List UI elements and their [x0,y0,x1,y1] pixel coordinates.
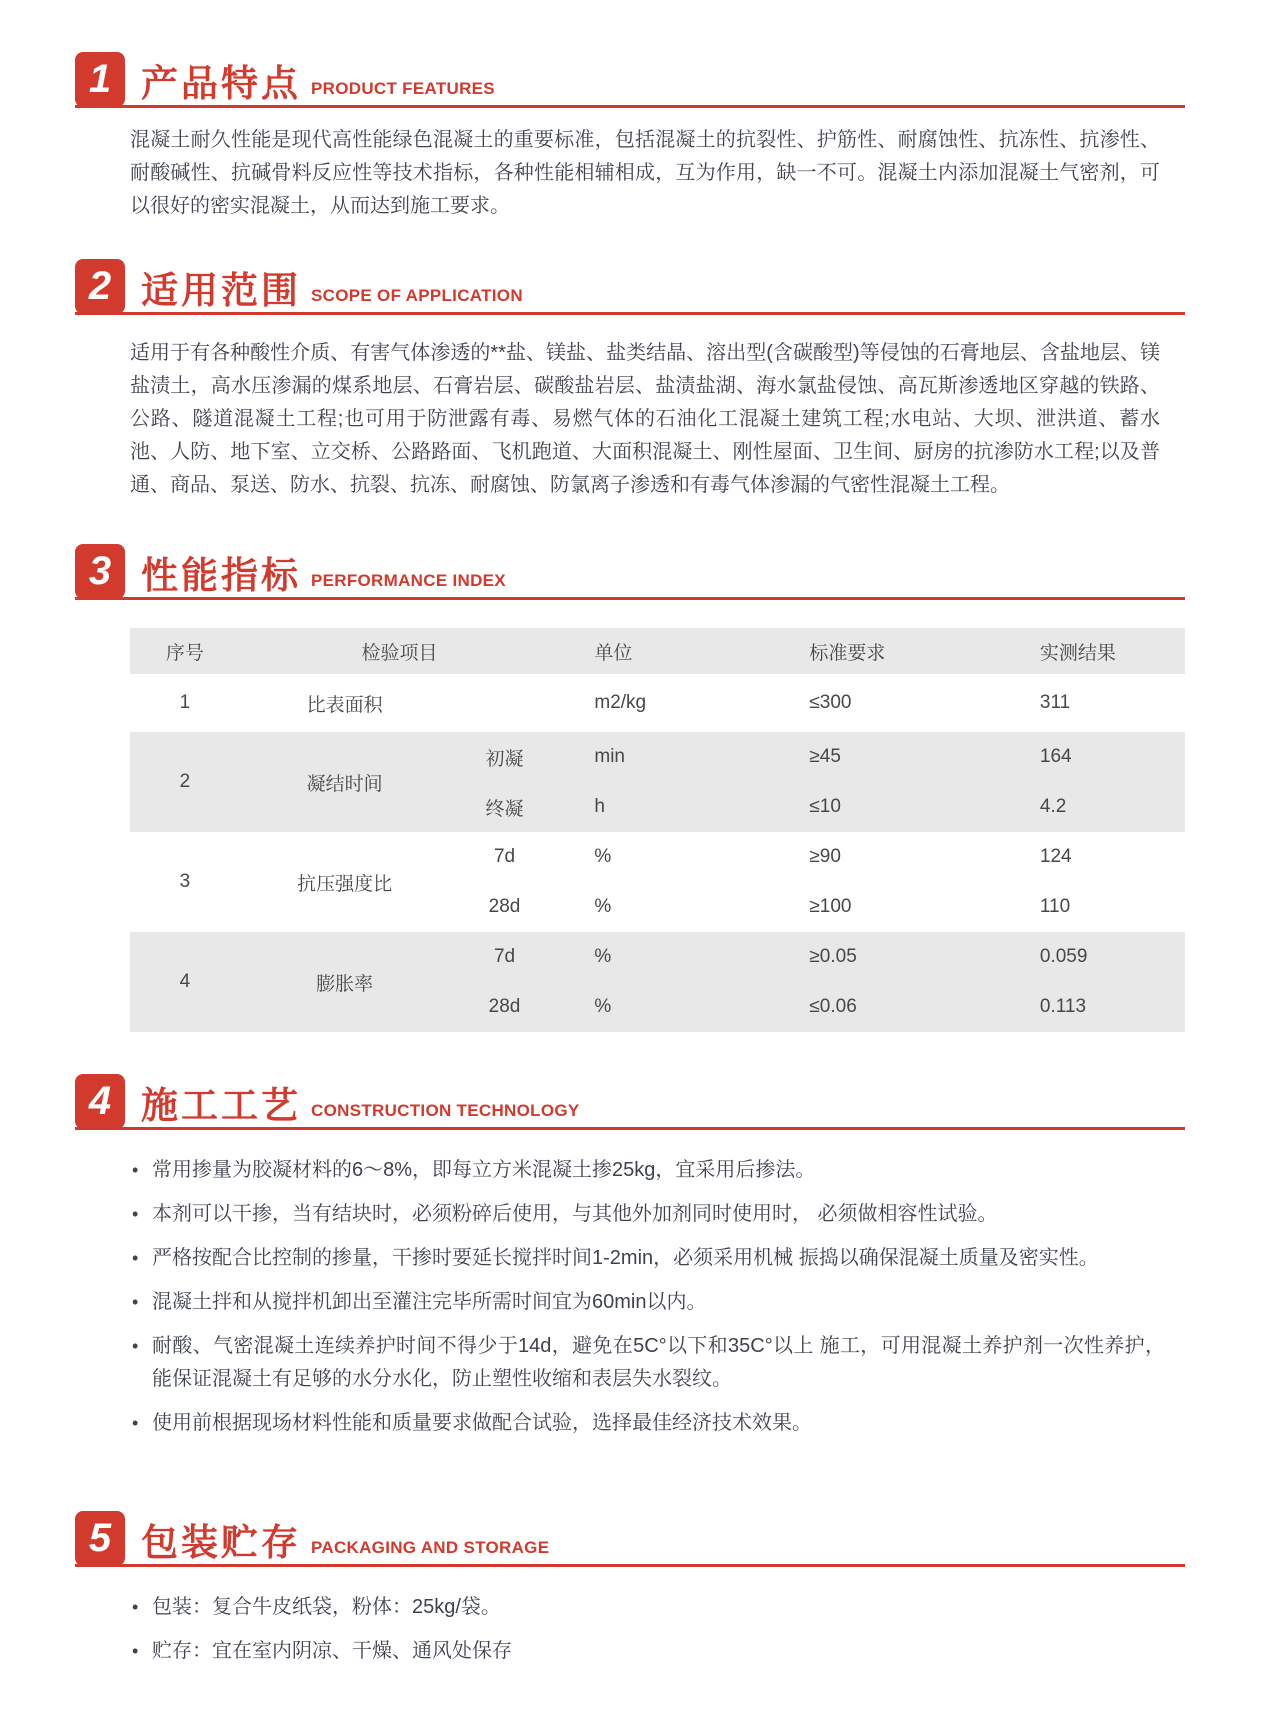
col-header-no: 序号 [130,628,240,674]
cell-unit: m2/kg [594,692,647,713]
section-1-title-en: PRODUCT FEATURES [311,79,495,98]
cell-sub [450,674,560,732]
section-4-title-en: CONSTRUCTION TECHNOLOGY [311,1101,580,1120]
col-header-unit: 单位 [559,628,789,674]
bullet-item: • 使用前根据现场材料性能和质量要求做配合试验，选择最佳经济技术效果。 [130,1407,1165,1440]
cell-no: 4 [130,932,240,1032]
section-3-header [75,544,1185,600]
cell-item: 抗压强度比 [297,873,393,895]
performance-index-table [130,628,1185,1032]
construction-bullet-list [130,1154,1165,1440]
table-row [130,832,1185,882]
bullet-item: • 贮存：宜在室内阴凉、干燥、通风处保存 [130,1635,1165,1668]
cell-sub: 28d [450,982,560,1032]
col-header-standard: 标准要求 [789,628,1030,674]
cell-unit: min [559,732,789,782]
cell-standard: ≤10 [789,782,1030,832]
section-2-title-cn: 适用范围 [141,270,301,311]
bullet-item: • 混凝土拌和从搅拌机卸出至灌注完毕所需时间宜为60min以内。 [130,1286,1165,1319]
spacer [75,223,1185,259]
cell-result: 0.059 [1030,932,1185,982]
col-header-item: 检验项目 [240,628,560,674]
cell-result: 164 [1030,732,1185,782]
section-scope-of-application [75,259,1185,502]
cell-no: 2 [130,732,240,832]
section-product-features [75,52,1185,223]
cell-sub: 7d [450,932,560,982]
cell-unit: % [559,982,789,1032]
section-2-title-en: SCOPE OF APPLICATION [311,286,523,305]
section-1-number-badge: 1 [75,52,125,107]
cell-standard: ≥45 [789,732,1030,782]
section-1-paragraph: 混凝土耐久性能是现代高性能绿色混凝土的重要标准，包括混凝土的抗裂性、护筋性、耐腐蚀性、抗冻性、抗渗性、耐酸碱性、抗碱骨料反应性等技术指标，各种性能相辅相成，互为作用，缺一不可。混凝土内添加混凝土气密剂，可以很好的密实混凝土，从而达到施工要求。 [130,129,1160,217]
cell-unit: % [594,846,612,867]
cell-unit: % [594,896,612,917]
section-5-title-cn: 包装贮存 [141,1522,301,1563]
cell-unit: h [559,782,789,832]
bullet-item: • 严格按配合比控制的掺量，干掺时要延长搅拌时间1-2min，必须采用机械 振捣以确保混凝土质量及密实性。 [130,1242,1165,1275]
cell-standard: ≥0.05 [789,932,1030,982]
section-1-header [75,52,1185,108]
section-4-number-badge: 4 [75,1074,125,1129]
cell-standard: ≥100 [809,896,852,917]
section-3-title-en: PERFORMANCE INDEX [311,571,506,590]
table-row [130,674,1185,732]
cell-result: 124 [1039,846,1072,867]
section-2-paragraph: 适用于有各种酸性介质、有害气体渗透的**盐、镁盐、盐类结晶、溶出型(含碳酸型)等侵蚀的石膏地层、含盐地层、镁盐渍土，高水压渗漏的煤系地层、石膏岩层、碳酸盐岩层、盐渍盐湖、海水氯盐侵蚀、高瓦斯渗透地区穿越的铁路、公路、隧道混凝土工程;也可用于防泄露有毒、易燃气体的石油化工混凝土建筑工程;水电站、大坝、泄洪道、蓄水池、人防、地下室、立交桥、公路路面、飞机跑道、大面积混凝土、刚性屋面、卫生间、厨房的抗渗防水工程;以及普通、商品、泵送、防水、抗裂、抗冻、耐腐蚀、防氯离子渗透和有毒气体渗漏的气密性混凝土工程。 [130,342,1160,496]
spacer [75,502,1185,544]
cell-item: 膨胀率 [240,932,450,1032]
cell-result: 110 [1039,896,1071,917]
cell-no: 1 [179,692,191,713]
section-2-number-badge: 2 [75,259,125,314]
cell-sub: 终凝 [450,782,560,832]
section-5-header [75,1511,1185,1567]
cell-standard: ≥90 [809,846,841,867]
section-performance-index [75,544,1185,1032]
cell-unit: % [559,932,789,982]
bullet-item: • 包装：复合牛皮纸袋，粉体：25kg/袋。 [130,1591,1165,1624]
cell-sub: 28d [488,896,521,917]
bullet-item: • 本剂可以干掺，当有结块时，必须粉碎后使用，与其他外加剂同时使用时， 必须做相容性试验。 [130,1198,1165,1231]
bullet-item: • 耐酸、气密混凝土连续养护时间不得少于14d，避免在5C°以下和35C°以上 施工，可用混凝土养护剂一次性养护，能保证混凝土有足够的水分水化，防止塑性收缩和表层失水裂纹。 [130,1330,1165,1396]
section-4-title-cn: 施工工艺 [141,1085,301,1126]
cell-sub: 7d [493,846,516,867]
spacer [75,1032,1185,1074]
cell-result: 311 [1039,692,1071,713]
cell-sub: 初凝 [450,732,560,782]
section-5-number-badge: 5 [75,1511,125,1566]
packaging-bullet-list [130,1591,1165,1668]
cell-standard: ≤0.06 [789,982,1030,1032]
spacer [75,1451,1185,1511]
table-row [130,732,1185,782]
table-header-row [130,628,1185,674]
col-header-result: 实测结果 [1030,628,1185,674]
section-packaging-and-storage [75,1511,1185,1668]
section-3-title-cn: 性能指标 [141,555,301,596]
bullet-item: • 常用掺量为胶凝材料的6～8%，即每立方米混凝土掺25kg，宜采用后掺法。 [130,1154,1165,1187]
cell-result: 4.2 [1030,782,1185,832]
section-2-header [75,259,1185,315]
section-1-title-cn: 产品特点 [141,63,301,104]
section-5-title-en: PACKAGING AND STORAGE [311,1538,550,1557]
section-construction-technology [75,1074,1185,1440]
table-row [130,932,1185,982]
cell-no: 3 [179,871,191,892]
section-4-header [75,1074,1185,1130]
cell-item: 凝结时间 [240,732,450,832]
cell-result: 0.113 [1030,982,1185,1032]
section-3-number-badge: 3 [75,544,125,599]
cell-item: 比表面积 [306,694,383,716]
cell-standard: ≤300 [809,692,852,713]
